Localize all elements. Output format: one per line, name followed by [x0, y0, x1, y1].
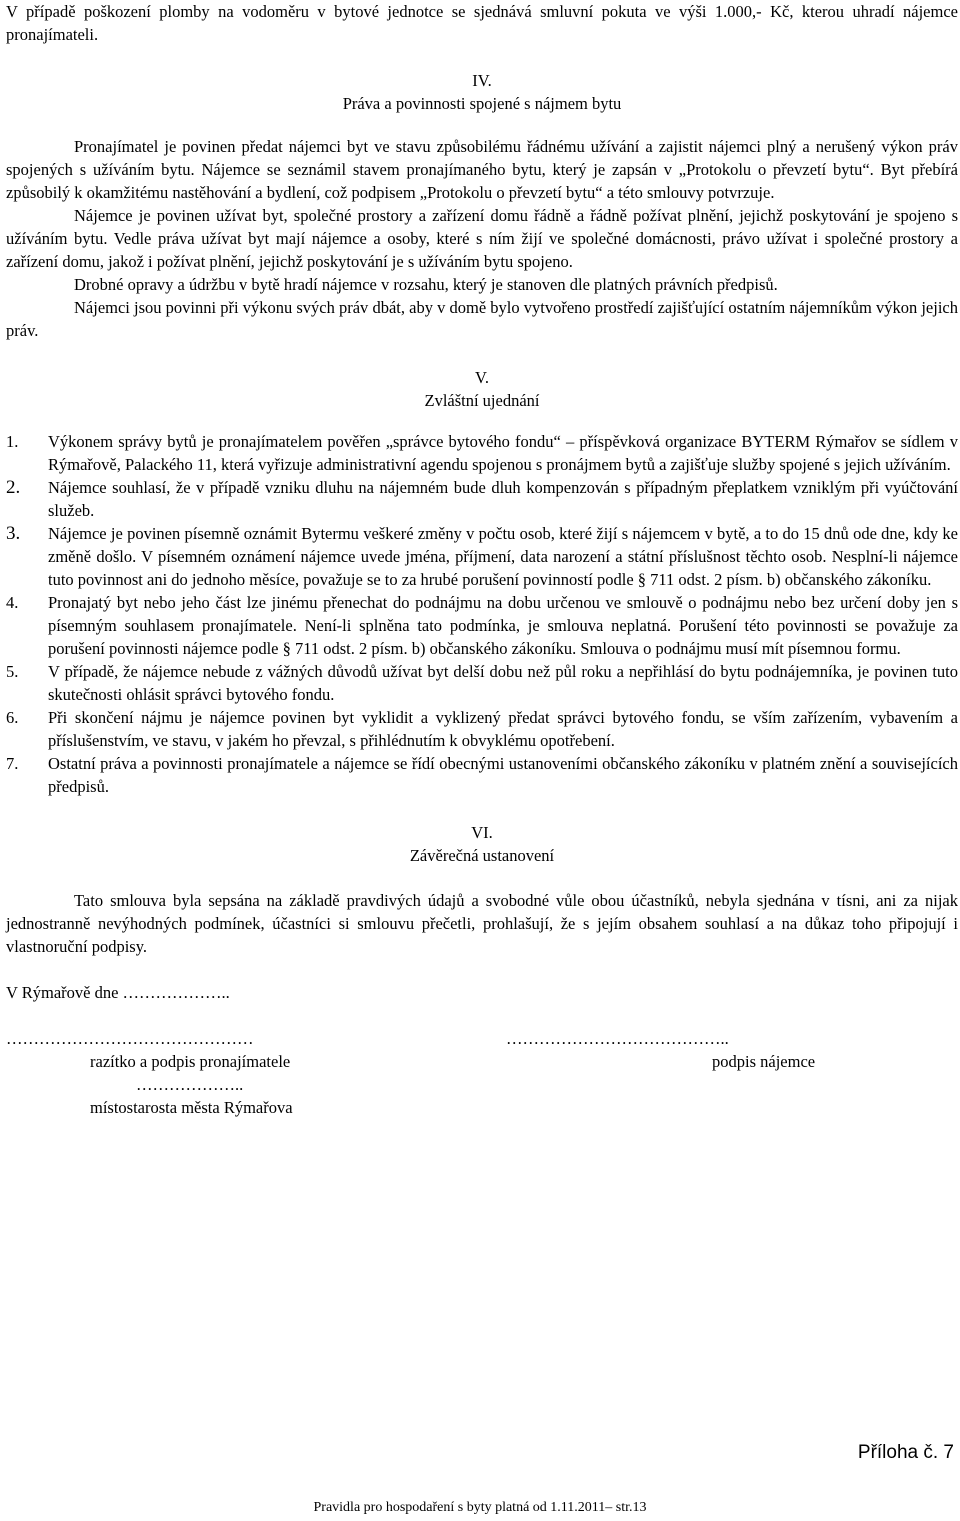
item-text: Výkonem správy bytů je pronajímatelem pověřen „správce bytového fondu“ – příspěvková organizace BYTERM Rýmařov se sídlem v Rýmařově, Palackého 11, která vyřizuje administrativní agendu spojenou s pronájmem bytů a zajišťuje služby spojené s jejich užíváním. — [48, 432, 958, 474]
list-item — [6, 660, 958, 706]
signature-line-mayor: ……………….. — [136, 1075, 244, 1094]
item-number: 5. — [6, 662, 19, 681]
attachment-label: Příloha č. 7 — [857, 1442, 954, 1463]
signature-label-tenant: podpis nájemce — [712, 1052, 816, 1071]
section-5-number: V. — [475, 368, 489, 387]
item-text: Nájemce je povinen písemně oznámit Bytermu veškeré změny v počtu osob, které žijí s nájemcem v bytě, a to do 15 dnů ode dne, kdy ke změně došlo. V písemném oznámení nájemce uvede jména, příjmení, data narození a státní příslušnost těchto osob. Nesplní-li nájemce tuto povinnost ani do jednoho měsíce, považuje se to za hrubé porušení povinností podle § 711 odst. 2 písm. b) občanského zákoníku. — [48, 524, 958, 589]
signature-dots-row — [6, 1027, 958, 1050]
signature-label-mayor: místostarosta města Rýmařova — [90, 1098, 293, 1117]
item-number: 2. — [6, 477, 21, 498]
section-4-paragraph-2: Nájemce je povinen užívat byt, společné prostory a zařízení domu řádně a řádně požívat plnění, jejichž poskytování je spojeno s užíváním bytu. Vedle práva užívat byt mají nájemce a osoby, které s ním žijí ve společné domácnosti, právo užívat i společné prostory a zařízení domu, jakož i požívat plnění, jejichž poskytování je s užíváním bytu spojeno. — [6, 206, 958, 271]
item-text: V případě, že nájemce nebude z vážných důvodů užívat byt delší dobu než půl roku a nepřihlásí do bytu podnájemníka, je povinen tuto skutečnosti ohlásit správci bytového fondu. — [48, 662, 958, 704]
intro-paragraph: V případě poškození plomby na vodoměru v bytové jednotce se sjednává smluvní pokuta ve výši 1.000,- Kč, kterou uhradí nájemce pronajímateli. — [6, 2, 958, 44]
section-4-title: Práva a povinnosti spojené s nájmem bytu — [342, 94, 622, 113]
section-4-paragraph-3: Drobné opravy a údržbu v bytě hradí nájemce v rozsahu, který je stanoven dle platných právních předpisů. — [74, 275, 778, 294]
list-item — [6, 476, 958, 522]
signature-line-landlord: ……………………………………… — [6, 1029, 254, 1048]
item-number: 7. — [6, 754, 19, 773]
special-provisions-list — [6, 430, 958, 798]
list-item — [6, 752, 958, 798]
signature-mayor-dots-row — [6, 1073, 958, 1096]
list-item — [6, 591, 958, 660]
place-and-date: V Rýmařově dne ……………….. — [6, 983, 230, 1002]
signature-line-tenant: ………………………………….. — [506, 1029, 729, 1048]
section-6-title: Závěrečná ustanovení — [409, 846, 555, 865]
section-6-number: VI. — [471, 823, 493, 842]
list-item — [6, 522, 958, 591]
item-number: 6. — [6, 708, 19, 727]
item-text: Při skončení nájmu je nájemce povinen byt vyklidit a vyklizený předat správci bytového fondu, se vším zařízením, vybavením a příslušenstvím, ve stavu, v jakém ho převzal, s přihlédnutím k obvyklému opotřebení. — [48, 708, 958, 750]
list-item — [6, 430, 958, 476]
item-text: Nájemce souhlasí, že v případě vzniku dluhu na nájemném bude dluh kompenzován s případným přeplatkem vzniklým při vyúčtování služeb. — [48, 478, 958, 520]
item-number: 1. — [6, 432, 19, 451]
item-number: 4. — [6, 593, 19, 612]
page-footer: Pravidla pro hospodaření s byty platná od 1.11.2011– str.13 — [313, 1500, 647, 1515]
section-4-paragraph-4: Nájemci jsou povinni při výkonu svých práv dbát, aby v domě bylo vytvořeno prostředí zajišťující ostatním nájemníkům výkon jejich práv. — [6, 298, 958, 340]
signature-mayor-label-row — [6, 1096, 958, 1119]
section-4-paragraph-1: Pronajímatel je povinen předat nájemci byt ve stavu způsobilému řádnému užívání a zajistit nájemci plný a nerušený výkon práv spojených s užíváním bytu. Nájemce se seznámil stavem pronajímaného bytu, který je zapsán v „Protokolu o převzetí bytu“. Byt přebírá způsobilý k okamžitému nastěhování a bydlení, což podpisem „Protokolu o převzetí bytu“ a této smlouvy potvrzuje. — [6, 137, 958, 202]
section-6-paragraph-1: Tato smlouva byla sepsána na základě pravdivých údajů a svobodné vůle obou účastníků, nebyla sjednána v tísni, ani za nijak jednostranně nevýhodných podmínek, účastníci si smlouvu přečetli, prohlašují, že s jejím obsahem souhlasí a na důkaz toho připojují i vlastnoruční podpisy. — [6, 891, 958, 956]
list-item — [6, 706, 958, 752]
item-number: 3. — [6, 523, 21, 544]
signature-label-landlord: razítko a podpis pronajímatele — [90, 1052, 291, 1071]
item-text: Ostatní práva a povinnosti pronajímatele a nájemce se řídí obecnými ustanoveními občanského zákoníku v platném znění a souvisejících předpisů. — [48, 754, 958, 796]
section-5-title: Zvláštní ujednání — [424, 391, 540, 410]
item-text: Pronajatý byt nebo jeho část lze jinému přenechat do podnájmu na dobu určenou ve smlouvě o podnájmu nebo bez určení doby jen s písemným souhlasem pronajímatele. Není-li splněna tato podmínka, je smlouva neplatná. Porušení této povinnosti se považuje za porušení povinnosti nájemce podle § 711 odst. 2 písm. b) občanského zákoníku. Smlouva o podnájmu musí mít písemnou formu. — [48, 593, 958, 658]
signature-labels-row — [6, 1050, 958, 1073]
section-4-number: IV. — [472, 71, 492, 90]
document-page — [6, 0, 958, 1119]
